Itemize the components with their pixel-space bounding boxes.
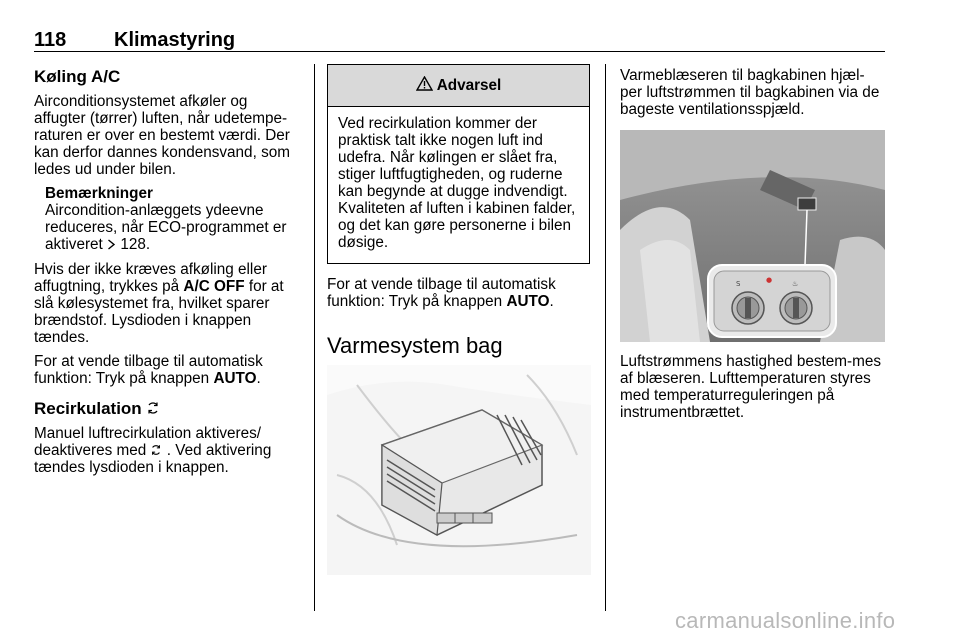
- heading-rear-heating: Varmesystem bag: [327, 333, 503, 358]
- heading-recirculation: [34, 399, 300, 419]
- paragraph-recirculation: [34, 425, 300, 476]
- warning-text: Ved recirkulation kommer der praktisk talt ikke nogen luft ind udefra. Når kølingen er slået fra, stiger luftfugtigheden, og ruderne kan begynde at dugge indvendigt. Kvaliteten af luften i kabinen falder, og det kan gøre personerne i bilen døsige.: [338, 115, 576, 251]
- rear-heater-illustration: [327, 365, 591, 575]
- column-3-body: [620, 353, 886, 428]
- ac-off-text-b: for at slå kølesystemet fra, hvilket sparer brændstof. Lysdioden i knappen tændes.: [34, 278, 284, 346]
- heading-cooling-ac: Køling A/C: [34, 67, 121, 86]
- column-1: [34, 67, 300, 483]
- auto-key-2: AUTO: [506, 293, 550, 310]
- auto-text-a: For at vende tilbage til automatisk funktion: Tryk på knappen: [34, 353, 263, 387]
- recirc-text-b: . Ved aktivering tændes lysdioden i knappen.: [34, 442, 272, 476]
- column-3-intro: [620, 67, 886, 125]
- warning-box: [327, 64, 590, 264]
- paragraph-rear-blower: Varmeblæseren til bagkabinen hjæl-per luftstrømmen til bagkabinen via de bageste ventilationsspjæld.: [620, 67, 880, 118]
- paragraph-ac-off: [34, 261, 300, 346]
- note-body: Aircondition-anlæggets ydeevne reduceres, når ECO-programmet er aktiveret: [45, 202, 287, 253]
- auto-text-b: .: [256, 370, 261, 387]
- note-block: [34, 185, 300, 253]
- header-rule: [34, 51, 885, 52]
- svg-text:♨: ♨: [792, 280, 799, 288]
- paragraph-ac-intro: Airconditionsystemet afkøler og affugter (tørrer) luften, når udetempe-raturen er over en bestemt værdi. Der kan derfor dannes kondensvand, som ledes ud under bilen.: [34, 93, 290, 178]
- warning-icon: [416, 76, 433, 96]
- auto-key: AUTO: [213, 370, 257, 387]
- auto2-text-b: .: [549, 293, 554, 310]
- warning-header: [328, 65, 589, 107]
- note-text: [45, 202, 300, 253]
- column-divider-right: [605, 64, 606, 611]
- page-ref-arrow-icon: [107, 236, 120, 253]
- svg-text:S: S: [736, 280, 741, 288]
- rear-controls-illustration: [620, 130, 885, 342]
- paragraph-auto-return-2: [327, 276, 595, 310]
- note-page-ref: 128.: [120, 236, 151, 253]
- paragraph-auto-return: [34, 353, 300, 387]
- heading-recirculation-text: Recirkulation: [34, 399, 142, 418]
- auto2-text-a: For at vende tilbage til automatisk funktion: Tryk på knappen: [327, 276, 556, 310]
- recirculation-inline-icon: [150, 442, 166, 459]
- ac-off-text-a: Hvis der ikke kræves afkøling eller affugtning, trykkes på: [34, 261, 267, 295]
- warning-title: Advarsel: [436, 76, 502, 94]
- ac-off-key: A/C OFF: [183, 278, 245, 295]
- page-number: 118: [34, 29, 67, 51]
- section-title: Klimastyring: [114, 29, 236, 51]
- recirc-text-a: Manuel luftrecirkulation aktiveres/ deaktiveres med: [34, 425, 262, 459]
- paragraph-airflow-speed: Luftstrømmens hastighed bestem-mes af blæseren. Lufttemperaturen styres med temperaturreguleringen på instrumentbrættet.: [620, 353, 881, 421]
- column-2-text: [327, 276, 595, 317]
- note-title: Bemærkninger: [45, 185, 153, 202]
- svg-text:●: ●: [766, 276, 773, 284]
- recirculation-icon: [146, 399, 160, 418]
- column-divider-left: [314, 64, 315, 611]
- watermark: carmanualsonline.info: [675, 608, 896, 633]
